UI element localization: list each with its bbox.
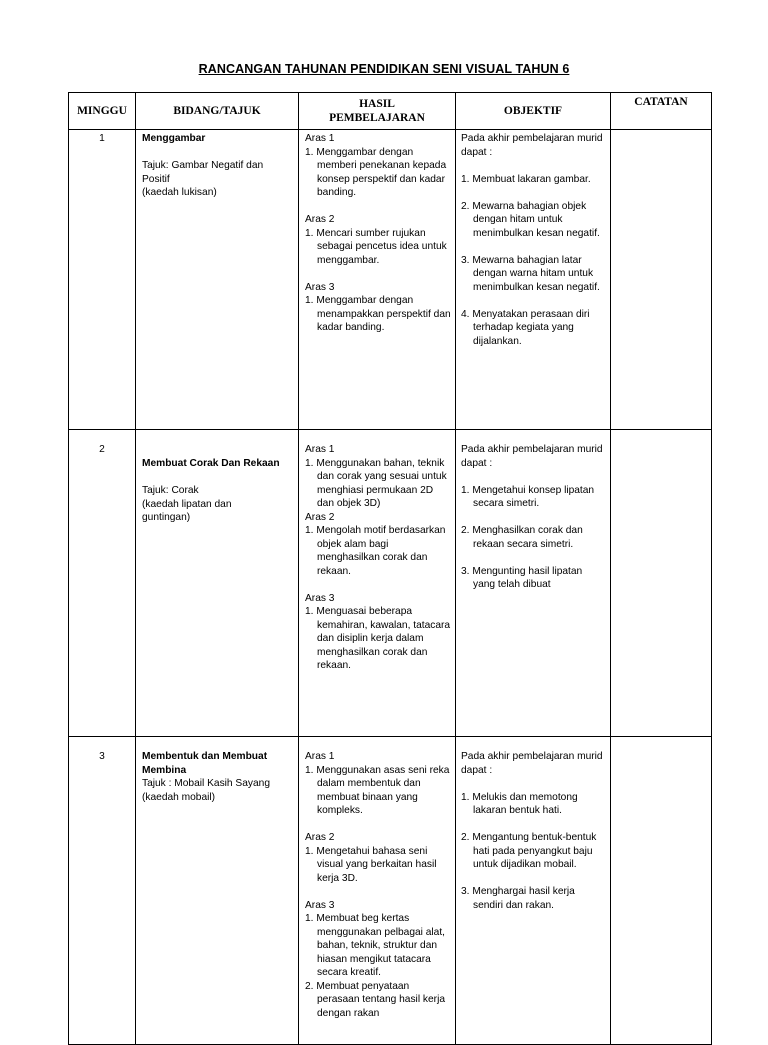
bidang-line: guntingan) bbox=[142, 512, 191, 523]
cell-minggu: 3 bbox=[69, 737, 136, 1045]
objektif-item: 3. Menghargai hasil kerja sendiri dan rakan. bbox=[461, 886, 575, 911]
aras-item: 1. Menggambar dengan menampakkan perspektif dan kadar banding. bbox=[305, 295, 451, 333]
objektif-item: 2. Mewarna bahagian objek dengan hitam untuk menimbulkan kesan negatif. bbox=[461, 200, 600, 239]
objektif-item: 1. Melukis dan memotong lakaran bentuk hati. bbox=[461, 791, 578, 816]
objektif-intro: Pada akhir pembelajaran murid dapat : bbox=[461, 133, 603, 158]
bidang-title: Menggambar bbox=[142, 133, 206, 144]
objektif-item: 2. Menghasilkan corak dan rekaan secara simetri. bbox=[461, 525, 583, 550]
cell-catatan bbox=[611, 430, 712, 737]
cell-bidang-tajuk bbox=[136, 737, 299, 1045]
aras-item: 1. Mencari sumber rujukan sebagai pencetus idea untuk menggambar. bbox=[305, 227, 447, 266]
aras-label: Aras 3 bbox=[305, 592, 335, 604]
table-row-week-3 bbox=[69, 737, 712, 1045]
aras-label: Aras 1 bbox=[305, 133, 335, 144]
header-objektif: OBJEKTIF bbox=[456, 93, 611, 130]
cell-objektif bbox=[456, 737, 611, 1045]
table-row-week-2 bbox=[69, 430, 712, 737]
objektif-item: 1. Mengetahui konsep lipatan secara simetri. bbox=[461, 484, 595, 509]
cell-hasil-pembelajaran bbox=[299, 430, 456, 737]
cell-minggu: 2 bbox=[69, 430, 136, 737]
aras-label: Aras 1 bbox=[305, 444, 335, 455]
header-bidang-tajuk: BIDANG/TAJUK bbox=[136, 93, 299, 130]
bidang-line: (kaedah lipatan dan bbox=[142, 498, 232, 510]
cell-catatan bbox=[611, 130, 712, 430]
bidang-line: Positif bbox=[142, 173, 170, 185]
cell-objektif bbox=[456, 130, 611, 430]
cell-hasil-pembelajaran bbox=[299, 130, 456, 430]
objektif-intro: Pada akhir pembelajaran murid dapat : bbox=[461, 751, 603, 776]
bidang-line: Tajuk : Mobail Kasih Sayang bbox=[142, 778, 270, 789]
cell-bidang-tajuk bbox=[136, 430, 299, 737]
aras-label: Aras 2 bbox=[305, 832, 335, 843]
objektif-item: 2. Mengantung bentuk-bentuk hati pada penyangkut baju untuk dijadikan mobail. bbox=[461, 832, 597, 870]
aras-item: 1. Membuat beg kertas menggunakan pelbagai alat, bahan, teknik, struktur dan hiasan mengikut tatacara secara kreatif. bbox=[305, 913, 446, 978]
aras-label: Aras 1 bbox=[305, 751, 335, 762]
objektif-item: 3. Mengunting hasil lipatan yang telah dibuat bbox=[461, 565, 583, 590]
cell-bidang-tajuk bbox=[136, 130, 299, 430]
header-catatan: CATATAN bbox=[611, 93, 712, 130]
aras-item: 1. Menggunakan bahan, teknik dan corak yang sesuai untuk menghiasi permukaan 2D dan objek 3D) bbox=[305, 457, 447, 509]
header-hasil-line-2: PEMBELAJARAN bbox=[329, 112, 425, 124]
objektif-item: 3. Mewarna bahagian latar dengan warna hitam untuk menimbulkan kesan negatif. bbox=[461, 254, 600, 293]
header-hasil-pembelajaran bbox=[299, 93, 456, 130]
bidang-line: Tajuk: Corak bbox=[142, 485, 199, 496]
header-hasil-line-1: HASIL bbox=[359, 98, 395, 110]
aras-label: Aras 2 bbox=[305, 214, 335, 225]
bidang-line: (kaedah lukisan) bbox=[142, 187, 217, 198]
aras-item: 1. Mengolah motif berdasarkan objek alam bagi menghasilkan corak dan rekaan. bbox=[305, 525, 446, 577]
aras-item: 1. Menggunakan asas seni reka dalam membentuk dan membuat binaan yang kompleks. bbox=[305, 764, 450, 816]
bidang-title: Membentuk dan Membuat Membina bbox=[142, 751, 268, 776]
aras-label: Aras 2 bbox=[305, 511, 335, 523]
aras-item: 1. Mengetahui bahasa seni visual yang berkaitan hasil kerja 3D. bbox=[305, 845, 437, 884]
bidang-line: (kaedah mobail) bbox=[142, 791, 216, 803]
bidang-line: Tajuk: Gambar Negatif dan bbox=[142, 160, 264, 171]
table-row-week-1 bbox=[69, 130, 712, 430]
aras-label: Aras 3 bbox=[305, 899, 335, 911]
cell-objektif bbox=[456, 430, 611, 737]
objektif-intro: Pada akhir pembelajaran murid dapat : bbox=[461, 444, 603, 469]
page-title: RANCANGAN TAHUNAN PENDIDIKAN SENI VISUAL TAHUN 6 bbox=[198, 62, 570, 76]
aras-item: 2. Membuat penyataan perasaan tentang hasil kerja dengan rakan bbox=[305, 980, 445, 1019]
aras-label: Aras 3 bbox=[305, 281, 335, 293]
header-row bbox=[69, 93, 712, 130]
header-minggu: MINGGU bbox=[69, 93, 136, 130]
cell-minggu: 1 bbox=[69, 130, 136, 430]
cell-catatan bbox=[611, 737, 712, 1045]
aras-item: 1. Menggambar dengan memberi penekanan kepada konsep perspektif dan kadar banding. bbox=[305, 146, 447, 198]
bidang-title: Membuat Corak Dan Rekaan bbox=[142, 458, 280, 469]
cell-hasil-pembelajaran bbox=[299, 737, 456, 1045]
objektif-item: 4. Menyatakan perasaan diri terhadap kegiata yang dijalankan. bbox=[461, 308, 590, 347]
objektif-item: 1. Membuat lakaran gambar. bbox=[461, 173, 591, 185]
yearly-plan-table bbox=[68, 92, 712, 1045]
aras-item: 1. Menguasai beberapa kemahiran, kawalan, tatacara dan disiplin kerja dalam menghasilkan corak dan rekaan. bbox=[305, 606, 451, 671]
